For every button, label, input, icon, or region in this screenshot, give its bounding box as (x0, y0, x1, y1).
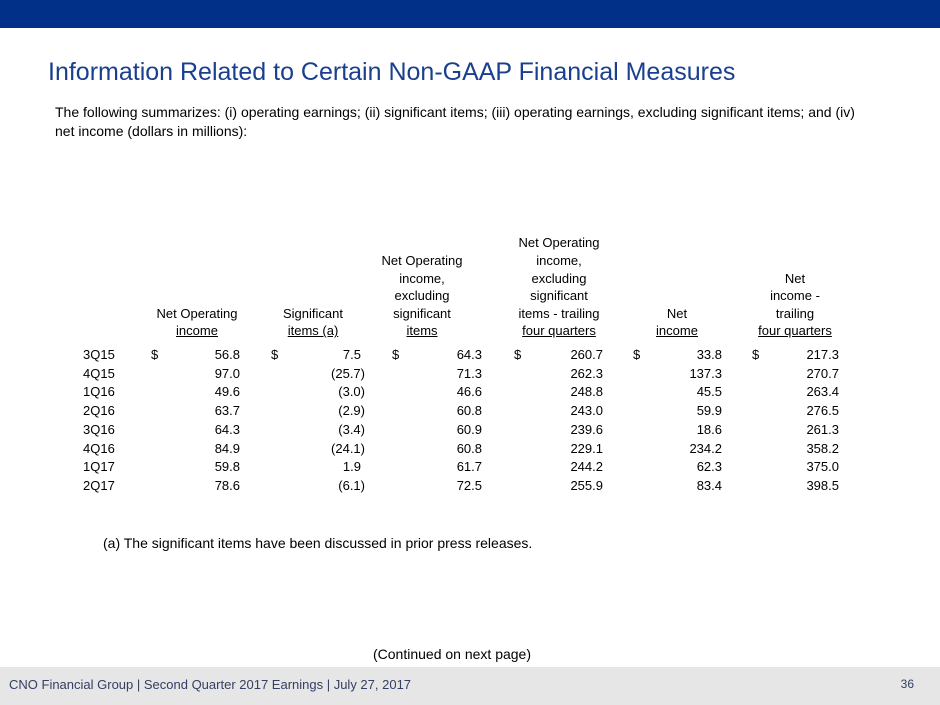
column-header (352, 252, 492, 340)
table-cell: 358.2 (806, 440, 839, 456)
table-cell: 137.3 (689, 365, 722, 381)
column-header-line: income, (536, 252, 582, 268)
table-cell: 78.6 (214, 477, 240, 493)
column-header (725, 270, 865, 340)
table-cell: 72.5 (456, 477, 482, 493)
currency-symbol: $ (271, 347, 279, 362)
table-cell: 270.7 (806, 365, 839, 381)
table-cell: 84.9 (214, 440, 240, 456)
table-cell: 262.3 (570, 365, 603, 381)
table-cell: 248.8 (570, 384, 603, 400)
table-cell: 243.0 (570, 403, 603, 419)
table-cell: 255.9 (570, 477, 603, 493)
table-cell: 234.2 (689, 440, 722, 456)
column-header-line: Net Operating (156, 305, 238, 321)
table-cell: 59.9 (696, 403, 722, 419)
footer-text: CNO Financial Group | Second Quarter 2017 Earnings | July 27, 2017 (9, 677, 412, 692)
currency-symbol: $ (392, 347, 400, 362)
currency-symbol: $ (514, 347, 522, 362)
column-header-underlined: income (656, 323, 698, 339)
table-cell: 60.9 (456, 421, 482, 437)
table-cell: 244.2 (570, 459, 603, 475)
table-cell: 71.3 (456, 365, 482, 381)
table-cell: 217.3 (806, 347, 839, 362)
table-cell: 398.5 (806, 477, 839, 493)
table-cell: 276.5 (806, 403, 839, 419)
table-cell: 261.3 (806, 421, 839, 437)
row-label: 2Q17 (83, 477, 115, 493)
row-label: 4Q15 (83, 365, 115, 381)
footnote: (a) The significant items have been discussed in prior press releases. (103, 535, 533, 551)
table-cell: 375.0 (806, 459, 839, 475)
table-cell: 263.4 (806, 384, 839, 400)
table-cell: 49.6 (214, 384, 240, 400)
column-header-underlined: items (406, 323, 438, 339)
table-cell: (3.0) (338, 384, 365, 400)
table-cell: 63.7 (214, 403, 240, 419)
table-cell: 62.3 (696, 459, 722, 475)
table-cell: 60.8 (456, 440, 482, 456)
continued-note: (Continued on next page) (373, 646, 531, 662)
row-label: 1Q17 (83, 459, 115, 475)
currency-symbol: $ (151, 347, 159, 362)
column-header-line: significant (393, 305, 451, 321)
column-header-line: excluding (394, 288, 450, 304)
table-cell: 45.5 (696, 384, 722, 400)
row-label: 3Q15 (83, 347, 115, 362)
row-label: 4Q16 (83, 440, 115, 456)
table-cell: 61.7 (456, 459, 482, 475)
column-header-line: income - (770, 288, 820, 304)
row-label: 2Q16 (83, 403, 115, 419)
column-header-line: Net Operating (381, 253, 463, 268)
column-header-line: excluding (531, 270, 587, 286)
column-header-underlined: items (a) (287, 323, 339, 339)
table-cell: 33.8 (696, 347, 722, 362)
table-cell: 64.3 (214, 421, 240, 437)
table-cell: 60.8 (456, 403, 482, 419)
column-header-line: significant (530, 288, 588, 304)
table-cell: (6.1) (338, 477, 365, 493)
table-cell: 59.8 (214, 459, 240, 475)
row-label: 1Q16 (83, 384, 115, 400)
column-header-underlined: four quarters (522, 323, 596, 339)
table-cell: 64.3 (456, 347, 482, 362)
table-cell: 1.9 (342, 459, 361, 475)
column-header-line: Significant (283, 305, 343, 321)
table-cell: (3.4) (338, 421, 365, 437)
currency-symbol: $ (752, 347, 760, 362)
table-cell: 260.7 (570, 347, 603, 362)
table-cell: 56.8 (214, 347, 240, 362)
table-cell: 83.4 (696, 477, 722, 493)
table-cell: 97.0 (214, 365, 240, 381)
column-header-line: Net (666, 305, 688, 321)
table-cell: 229.1 (570, 440, 603, 456)
table-cell: 7.5 (342, 347, 361, 362)
table-cell: (2.9) (338, 403, 365, 419)
column-header-line: trailing (775, 305, 815, 321)
page-title: Information Related to Certain Non-GAAP Financial Measures (48, 58, 736, 86)
table-cell: 18.6 (696, 421, 722, 437)
column-header-line: Net Operating (518, 235, 600, 251)
table-cell: (25.7) (331, 365, 365, 381)
column-header-line: Net (784, 270, 806, 286)
page-number: 36 (900, 677, 914, 691)
table-cell: 239.6 (570, 421, 603, 437)
column-header-line: income, (399, 270, 445, 286)
column-header-underlined: income (176, 323, 218, 339)
currency-symbol: $ (633, 347, 641, 362)
intro-paragraph: The following summarizes: (i) operating earnings; (ii) significant items; (iii) operating earnings, excluding significant items; and (iv) net income (dollars in millions): (55, 104, 855, 139)
table-cell: (24.1) (331, 440, 365, 456)
column-header-underlined: four quarters (758, 323, 832, 339)
table-cell: 46.6 (456, 384, 482, 400)
column-header-line: items - trailing (518, 305, 600, 321)
row-label: 3Q16 (83, 421, 115, 437)
